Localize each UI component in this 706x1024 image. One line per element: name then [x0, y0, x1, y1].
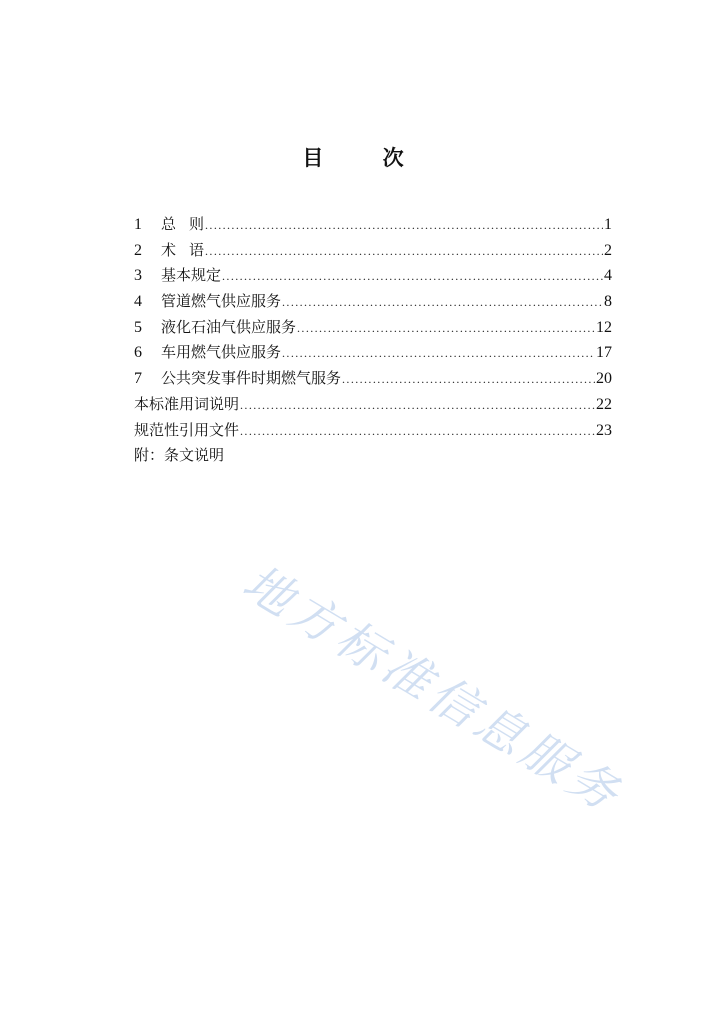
toc-entry-page: 20: [596, 370, 612, 388]
toc-entry-page: 8: [604, 293, 612, 311]
toc-entry-title: 液化石油气供应服务: [161, 317, 297, 336]
toc-entry-number: 7: [134, 370, 142, 388]
toc-entry-title: 附：条文说明: [134, 446, 225, 465]
toc-entry-usage-terms[interactable]: [134, 392, 612, 418]
toc-entry-1[interactable]: [134, 212, 612, 238]
toc-entry-title: 规范性引用文件: [134, 420, 240, 439]
toc-entry-appendix[interactable]: [134, 443, 612, 469]
toc-entry-page: 17: [596, 344, 612, 362]
toc-leader-dots: [205, 239, 603, 265]
toc-leader-dots: [240, 419, 595, 445]
toc-entry-page: 4: [604, 267, 612, 285]
toc-entry-number: 6: [134, 344, 142, 362]
toc-leader-dots: [342, 367, 595, 393]
toc-leader-dots: [222, 264, 603, 290]
table-of-contents: [134, 212, 612, 469]
watermark: 地方标准信息服务: [233, 554, 633, 825]
toc-entry-normative-references[interactable]: [134, 418, 612, 444]
toc-entry-number: 1: [134, 216, 142, 233]
toc-leader-dots: [282, 341, 595, 367]
toc-entry-number: 4: [134, 293, 142, 311]
toc-entry-5[interactable]: [134, 315, 612, 341]
toc-entry-6[interactable]: [134, 340, 612, 366]
toc-entry-title: 公共突发事件时期燃气服务: [161, 369, 342, 388]
toc-entry-title-part: 总: [161, 215, 190, 233]
toc-entry-page: 22: [596, 395, 612, 413]
toc-entry-title: 管道燃气供应服务: [161, 292, 282, 311]
toc-entry-page: 1: [604, 216, 612, 233]
toc-entry-title-part: 则: [189, 215, 205, 233]
toc-entry-4[interactable]: [134, 289, 612, 315]
toc-entry-3[interactable]: [134, 263, 612, 289]
toc-leader-dots: [282, 290, 603, 316]
toc-leader-dots: [205, 213, 603, 239]
toc-entry-number: 3: [134, 267, 142, 285]
toc-leader-dots: [240, 393, 595, 419]
toc-entry-number: 5: [134, 318, 142, 336]
toc-entry-title-part: 语: [189, 240, 205, 259]
page-title: 目 次: [302, 146, 430, 170]
toc-entry-7[interactable]: [134, 366, 612, 392]
toc-leader-dots: [297, 316, 595, 342]
toc-entry-title: 车用燃气供应服务: [161, 343, 282, 362]
toc-entry-page: 23: [596, 421, 612, 439]
toc-entry-title: 本标准用词说明: [134, 394, 240, 413]
toc-entry-page: 2: [604, 241, 612, 259]
toc-entry-2[interactable]: [134, 238, 612, 264]
toc-entry-title-part: 术: [161, 240, 190, 259]
toc-entry-number: 2: [134, 241, 142, 259]
toc-entry-page: 12: [596, 318, 612, 336]
toc-entry-title: 基本规定: [161, 266, 222, 285]
